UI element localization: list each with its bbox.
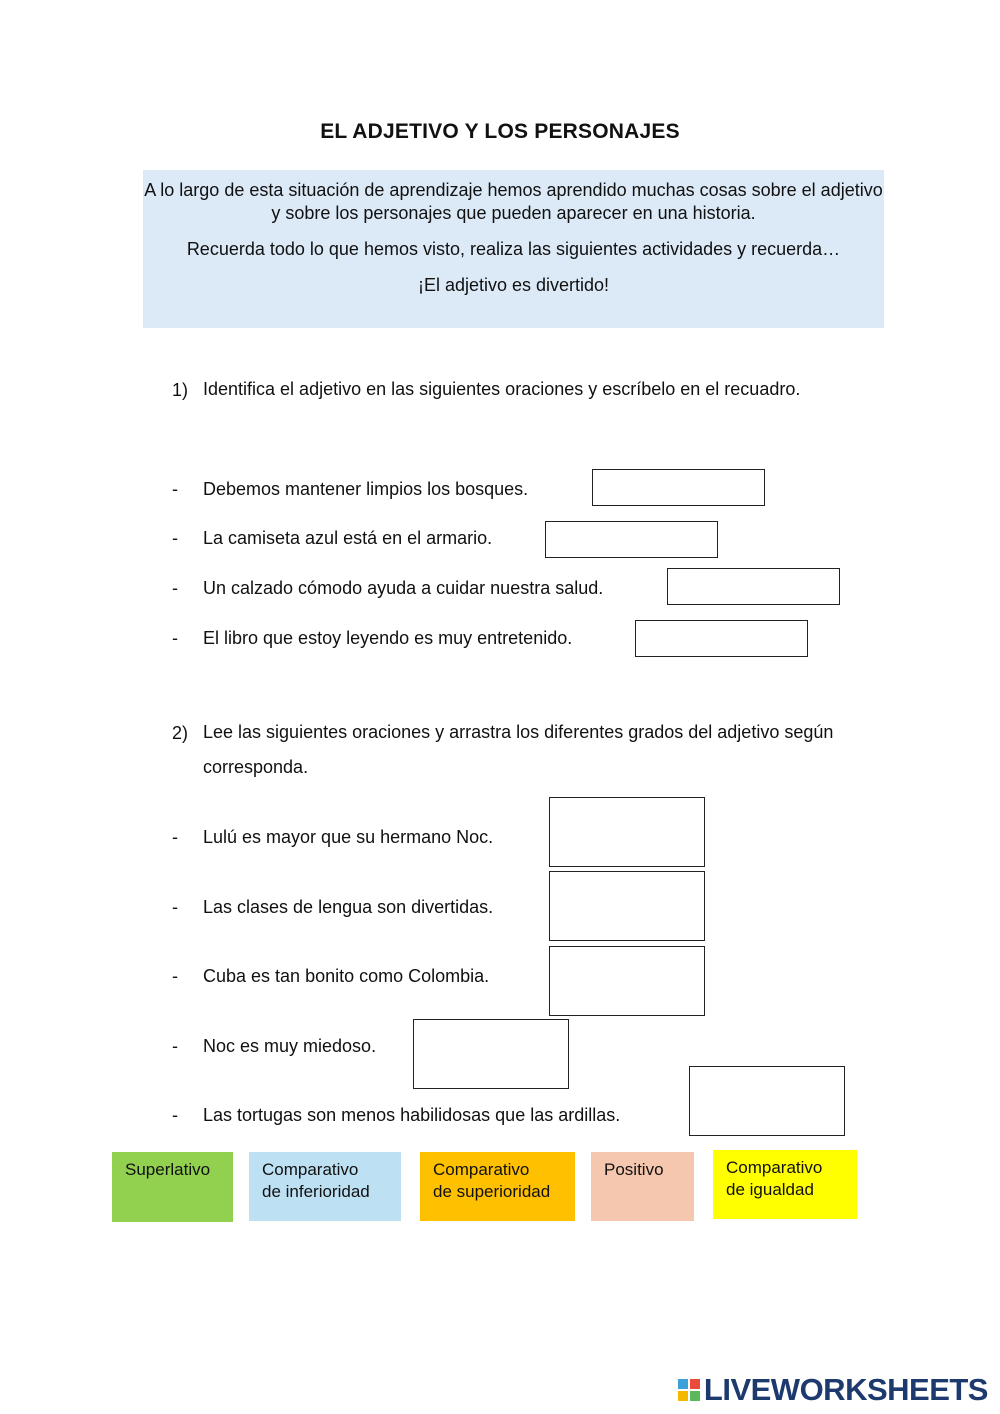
- q1-answer-box-3[interactable]: [667, 568, 840, 605]
- q2-item-2-dash: -: [172, 897, 178, 917]
- q1-answer-box-2[interactable]: [545, 521, 718, 558]
- q1-item-2-dash: -: [172, 528, 178, 548]
- q2-drop-box-4[interactable]: [413, 1019, 569, 1089]
- q2-item-3-dash: -: [172, 966, 178, 986]
- chip-comparativo-superioridad[interactable]: Comparativo de superioridad: [420, 1152, 575, 1221]
- q1-item-2-sentence: La camiseta azul está en el armario.: [203, 528, 493, 548]
- q1-item-4-sentence: El libro que estoy leyendo es muy entretenido.: [203, 628, 573, 648]
- chip-superlativo[interactable]: Superlativo: [112, 1152, 233, 1222]
- q2-instructions: Lee las siguientes oraciones y arrastra los diferentes grados del adjetivo según corresponda.: [203, 722, 834, 777]
- q1-item-1-dash: -: [172, 479, 178, 499]
- q2-item-4-dash: -: [172, 1036, 178, 1056]
- chip-positivo[interactable]: Positivo: [591, 1152, 694, 1221]
- intro-paragraph-1: A lo largo de esta situación de aprendizaje hemos aprendido muchas cosas sobre el adjetivo y sobre los personajes que pueden aparecer en una historia.: [144, 180, 883, 223]
- q2-drop-box-1[interactable]: [549, 797, 705, 867]
- q2-item-2-sentence: Las clases de lengua son divertidas.: [203, 897, 494, 917]
- q2-drop-box-2[interactable]: [549, 871, 705, 941]
- intro-paragraph-2: Recuerda todo lo que hemos visto, realiza las siguientes actividades y recuerda…: [186, 239, 841, 259]
- q2-item-5-dash: -: [172, 1105, 178, 1125]
- q1-answer-box-1[interactable]: [592, 469, 765, 506]
- q2-item-4-sentence: Noc es muy miedoso.: [203, 1036, 377, 1056]
- q1-item-3-sentence: Un calzado cómodo ayuda a cuidar nuestra salud.: [203, 578, 604, 598]
- q2-drop-box-3[interactable]: [549, 946, 705, 1016]
- intro-paragraph-3: ¡El adjetivo es divertido!: [417, 275, 610, 295]
- q2-drop-box-5[interactable]: [689, 1066, 845, 1136]
- q1-answer-box-4[interactable]: [635, 620, 808, 657]
- page-title: EL ADJETIVO Y LOS PERSONAJES: [320, 120, 680, 143]
- q1-item-4-dash: -: [172, 628, 178, 648]
- q1-number: 1): [172, 380, 189, 400]
- chip-comparativo-inferioridad[interactable]: Comparativo de inferioridad: [249, 1152, 401, 1221]
- q2-item-1-dash: -: [172, 827, 178, 847]
- liveworksheets-logo-text: LIVEWORKSHEETS: [703, 1372, 988, 1407]
- q2-item-3-sentence: Cuba es tan bonito como Colombia.: [203, 966, 490, 986]
- q1-item-3-dash: -: [172, 578, 178, 598]
- liveworksheets-logo-icon: [678, 1379, 700, 1401]
- intro-box: [143, 170, 884, 328]
- chip-comparativo-igualdad[interactable]: Comparativo de igualdad: [713, 1150, 857, 1219]
- q2-item-1-sentence: Lulú es mayor que su hermano Noc.: [203, 827, 494, 847]
- q2-number: 2): [172, 723, 189, 743]
- liveworksheets-logo: [678, 1372, 988, 1408]
- q2-item-5-sentence: Las tortugas son menos habilidosas que las ardillas.: [203, 1105, 621, 1125]
- q1-instructions: Identifica el adjetivo en las siguientes oraciones y escríbelo en el recuadro.: [203, 379, 801, 399]
- q1-item-1-sentence: Debemos mantener limpios los bosques.: [203, 479, 529, 499]
